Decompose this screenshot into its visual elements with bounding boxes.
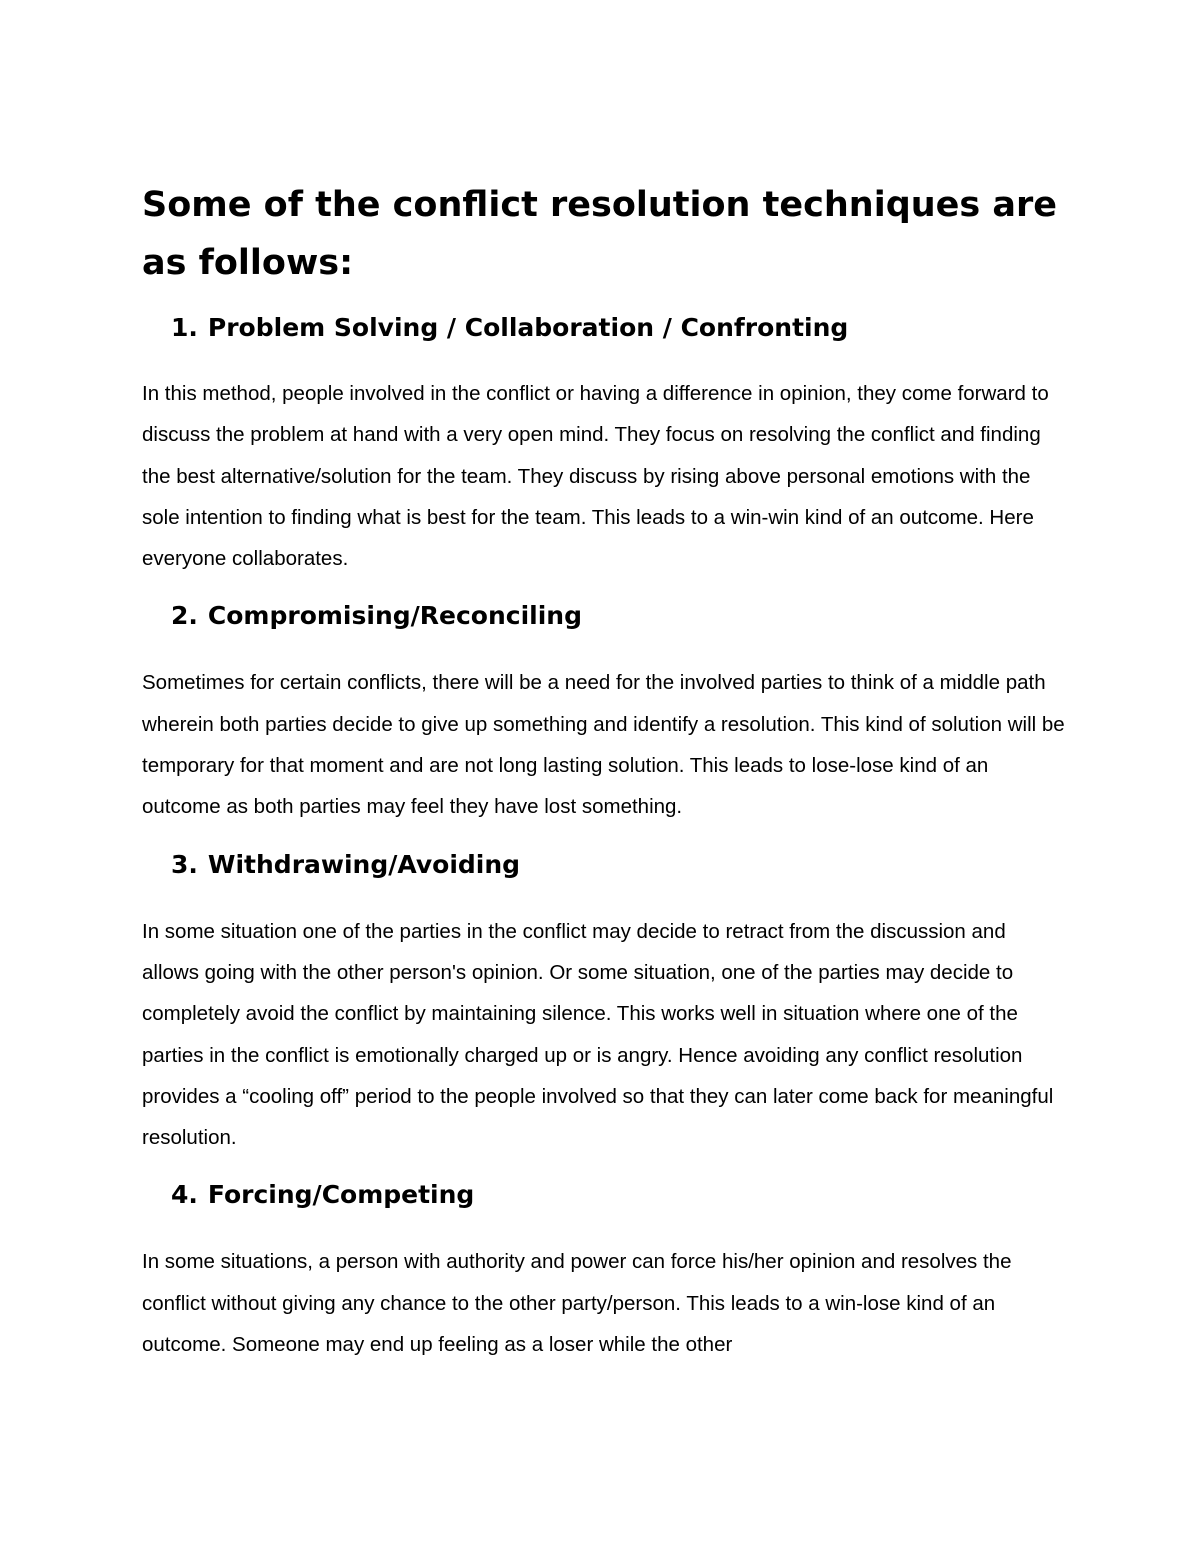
section-number: 4. <box>171 1180 198 1210</box>
section-number: 3. <box>171 849 198 879</box>
section-problem-solving <box>142 308 1067 579</box>
section-body: In some situations, a person with authority and power can force his/her opinion and resolves the conflict without giving any chance to the other party/person. This leads to a win-lose kind of an outcome. Someone may end up feeling as a loser while the other <box>142 1250 1012 1357</box>
section-heading <box>142 1175 1067 1215</box>
section-number: 2. <box>171 601 198 631</box>
section-body: In this method, people involved in the conflict or having a difference in opinion, they come forward to discuss the problem at hand with a very open mind. They focus on resolving the conflict and finding the best alternative/solution for the team. They discuss by rising above personal emotions with the sole intention to finding what is best for the team. This leads to a win-win kind of an outcome. Here everyone collaborates. <box>142 382 1049 571</box>
document-content <box>142 176 1067 1382</box>
section-title: Compromising/Reconciling <box>207 601 582 631</box>
section-number: 1. <box>171 313 198 342</box>
section-heading <box>142 845 1067 885</box>
section-heading <box>142 596 1067 636</box>
section-body: In some situation one of the parties in the conflict may decide to retract from the discussion and allows going with the other person's opinion. Or some situation, one of the parties may decide to completely avoid the conflict by maintaining silence. This works well in situation where one of the parties in the conflict is emotionally charged up or is angry. Hence avoiding any conflict resolution provides a “cooling off” period to the people involved so that they can later come back for meaningful resolution. <box>142 919 1054 1150</box>
section-title: Forcing/Competing <box>207 1180 475 1210</box>
document-title: Some of the conflict resolution techniques are as follows: <box>142 185 1058 283</box>
section-compromising <box>142 596 1067 827</box>
section-heading <box>142 308 1067 348</box>
section-body: Sometimes for certain conflicts, there will be a need for the involved parties to think of a middle path wherein both parties decide to give up something and identify a resolution. This kind of solution will be temporary for that moment and are not long lasting solution. This leads to lose-lose kind of an outcome as both parties may feel they have lost something. <box>142 671 1065 819</box>
section-forcing <box>142 1175 1067 1365</box>
section-title: Problem Solving / Collaboration / Confronting <box>207 313 849 342</box>
section-title: Withdrawing/Avoiding <box>207 849 521 879</box>
section-withdrawing <box>142 845 1067 1159</box>
